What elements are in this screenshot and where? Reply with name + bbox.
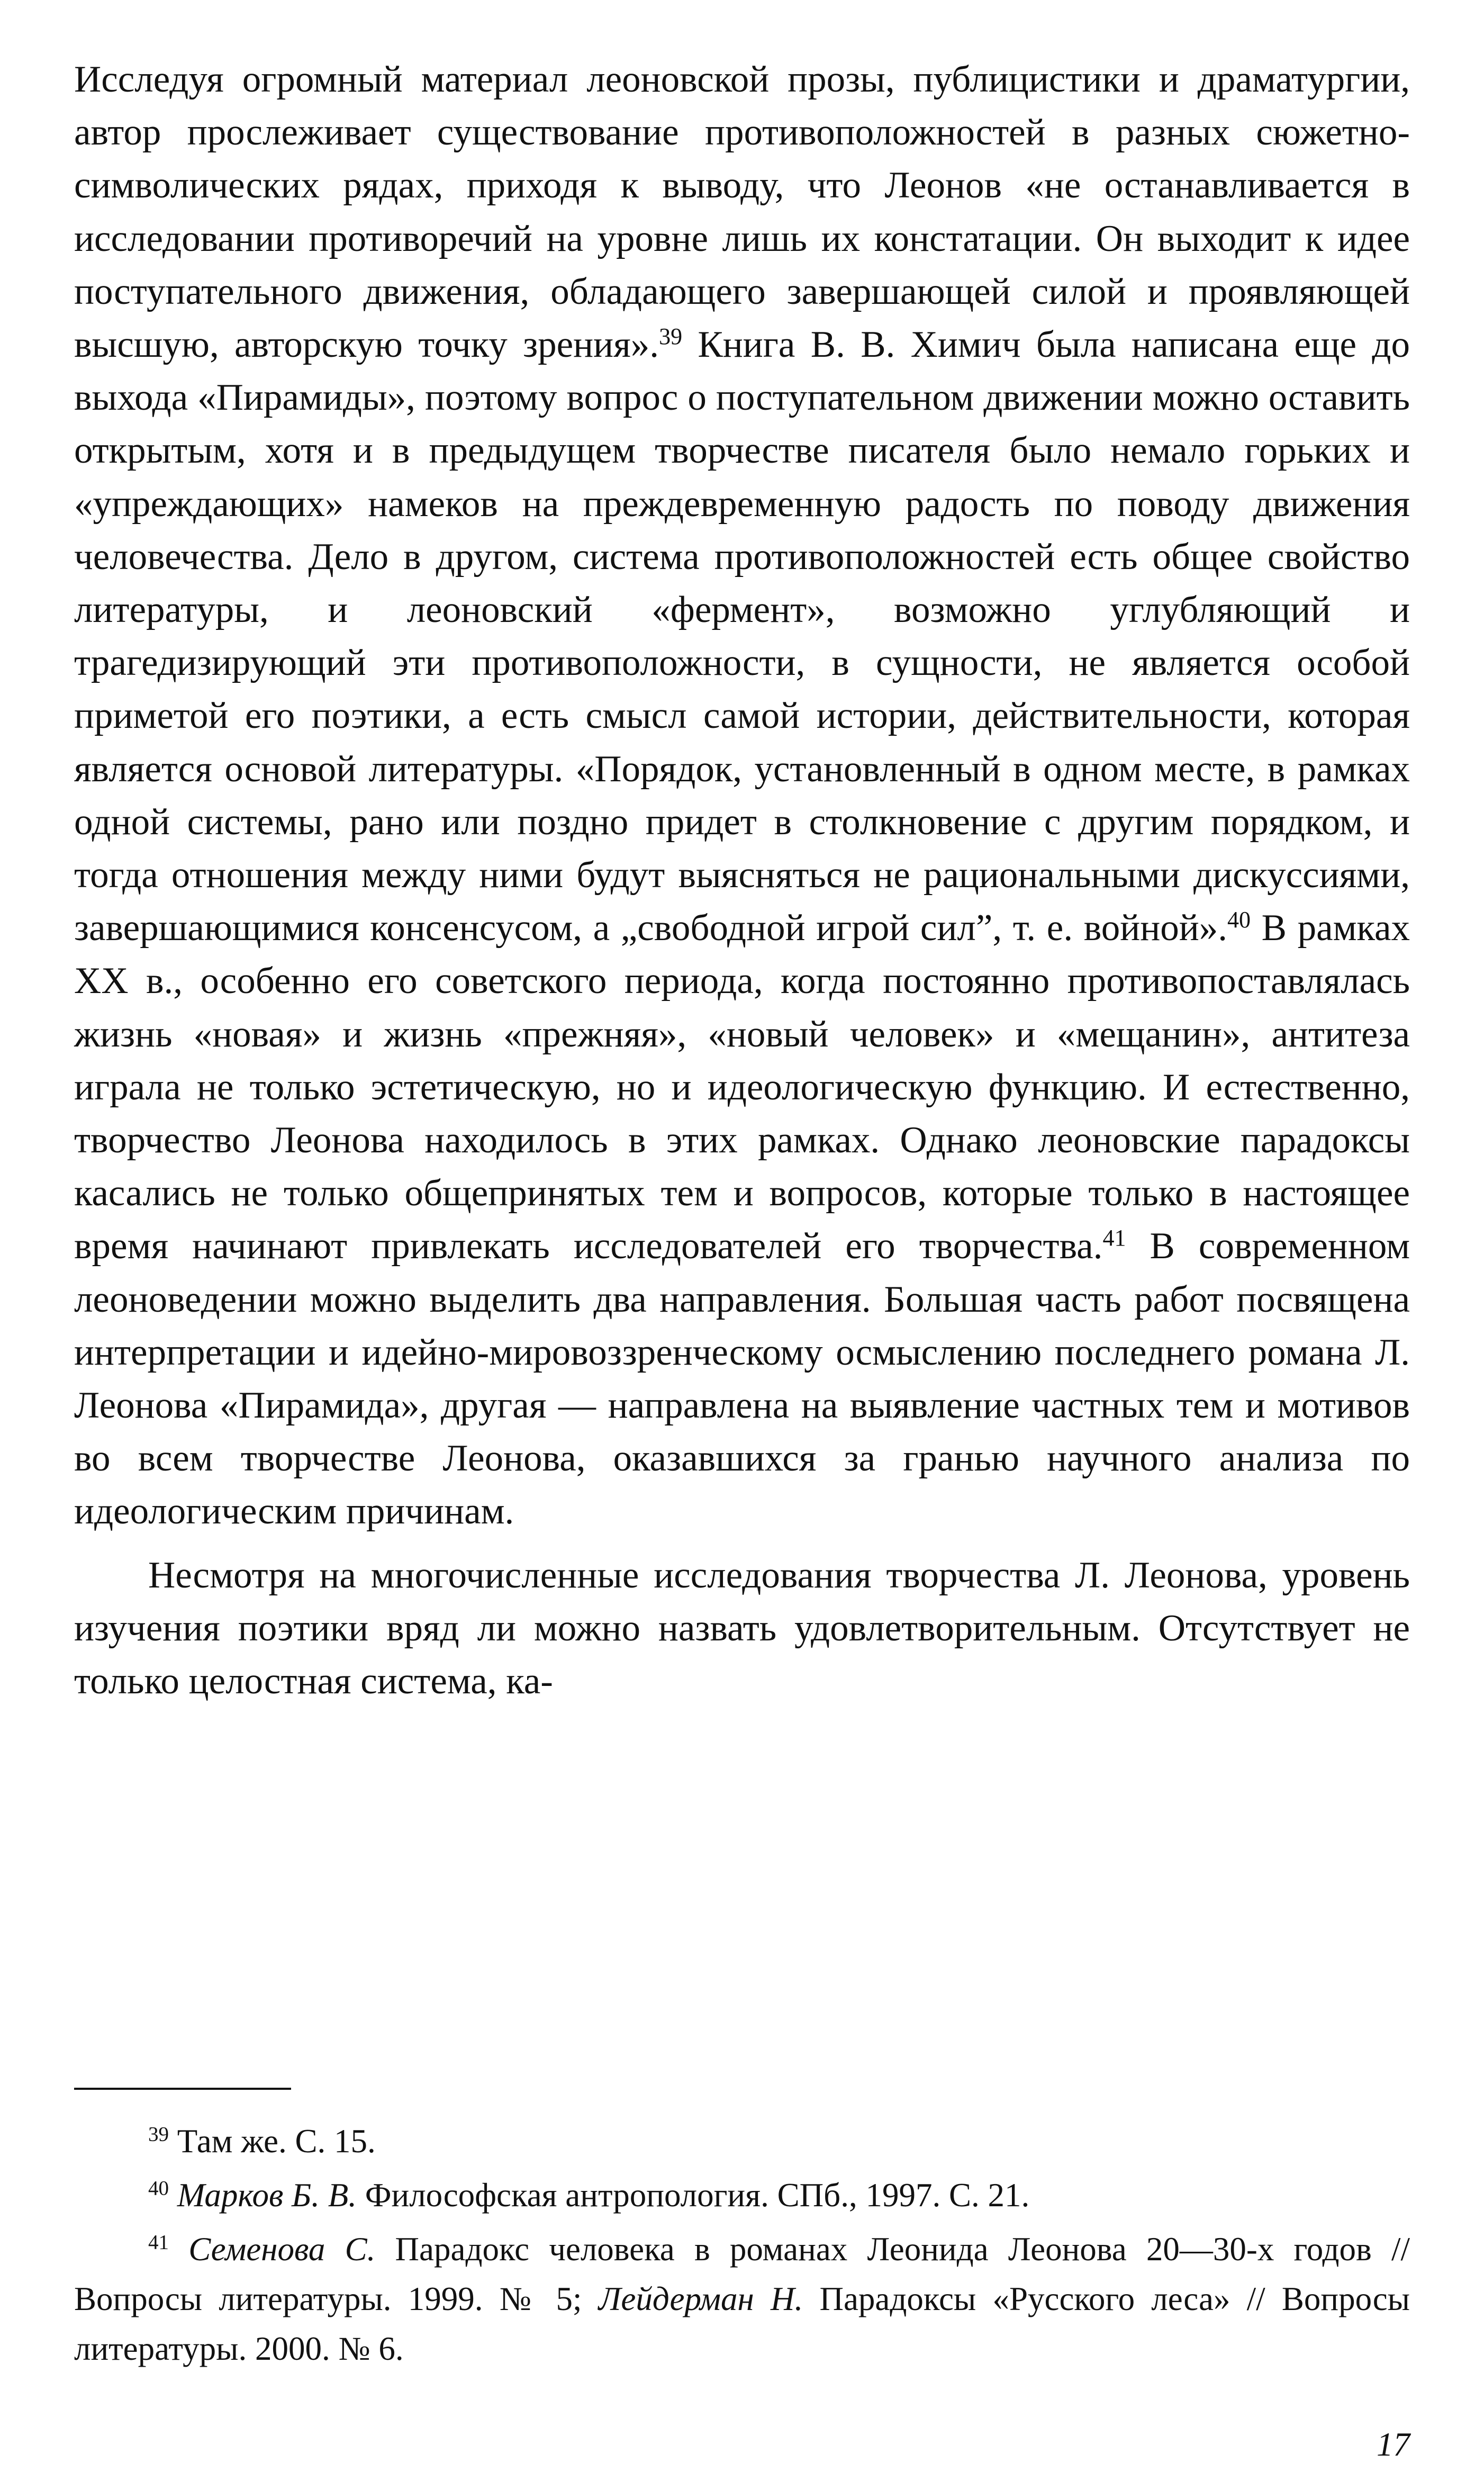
footnote-ref-39: 39 [659, 323, 683, 349]
text-run: Книга В. В. Химич была написана еще до выхода «Пирамиды», поэтому вопрос о поступательном движении можно оставить открытым, хотя и в предыдущем творчестве писателя было немало горьких и «упреждающих» намеков на преждевременную радость по поводу движения человечества. Дело в другом, система противоположностей есть общее свойство литературы, и леоновский «фермент», возможно углубляющий и трагедизирующий эти противоположности, в сущности, не является особой приметой его поэтики, а есть смысл самой истории, действительности, которая является основой литературы. «Порядок, установленный в одном месте, в рамках одной системы, рано или поздно придет в столкновение с другим порядком, и тогда отношения между ними будут выясняться не рациональными дискуссиями, завершающимися консенсусом, а „свободной игрой сил”, т. е. войной». [74, 324, 1410, 949]
footnote-divider [74, 2088, 291, 2090]
footnote-author: Лейдерман Н. [598, 2280, 803, 2317]
footnote-text [169, 2177, 177, 2214]
footnote-text [169, 2231, 188, 2268]
paragraph-1 [74, 53, 1410, 1538]
text-run: Несмотря на многочисленные исследования творчества Л. Леонова, уровень изучения поэтики вряд ли можно назвать удовлетворительным. Отсутствует не только целостная система, ка- [74, 1554, 1410, 1702]
footnote-39 [74, 2116, 1410, 2166]
footnotes [74, 2116, 1410, 2378]
footnote-text: Парадоксы «Русского леса» // Вопросы литературы. 2000. № 6. [74, 2280, 1410, 2367]
footnote-text: Там же. С. 15. [169, 2123, 376, 2160]
footnote-number: 41 [148, 2231, 169, 2254]
footnote-number: 40 [148, 2177, 169, 2200]
footnote-number: 39 [148, 2123, 169, 2146]
footnote-text: Философская антропология. СПб., 1997. С. 21. [356, 2177, 1030, 2214]
footnote-40 [74, 2170, 1410, 2220]
footnote-ref-40: 40 [1227, 907, 1251, 933]
footnote-41 [74, 2224, 1410, 2374]
text-run: В современном леоноведении можно выделить два направления. Большая часть работ посвящена интерпретации и идейно-мировоззренческому осмыслению последнего романа Л. Леонова «Пирамида», другая — направлена на выявление частных тем и мотивов во всем творчестве Леонова, оказавшихся за гранью научного анализа по идеологическим причинам. [74, 1225, 1410, 1532]
paragraph-2 [74, 1549, 1410, 1708]
footnote-text: Парадокс человека в романах Леонида Леонова 20—30-х годов // Вопросы литературы. 1999. № 5; [74, 2231, 1410, 2317]
footnote-author: Марков Б. В. [177, 2177, 357, 2214]
book-page [74, 53, 1410, 2467]
page-number: 17 [1377, 2426, 1410, 2463]
footnote-author: Семенова С. [188, 2231, 376, 2268]
body-text [74, 53, 1410, 1708]
text-run: В рамках XX в., особенно его советского периода, когда постоянно противопоставлялась жизнь «новая» и жизнь «прежняя», «новый человек» и «мещанин», антитеза играла не только эстетическую, но и идеологическую функцию. И естественно, творчество Леонова находилось в этих рамках. Однако леоновские парадоксы касались не только общепринятых тем и вопросов, которые только в настоящее время начинают привлекать исследователей его творчества. [74, 907, 1410, 1267]
footnote-ref-41: 41 [1102, 1225, 1126, 1251]
text-run: Исследуя огромный материал леоновской прозы, публицистики и драматургии, автор прослеживает существование противоположностей в разных сюжетно-символических рядах, приходя к выводу, что Леонов «не останавливается в исследовании противоречий на уровне лишь их констатации. Он выходит к идее поступательного движения, обладающего завершающей силой и проявляющей высшую, авторскую точку зрения». [74, 59, 1410, 366]
